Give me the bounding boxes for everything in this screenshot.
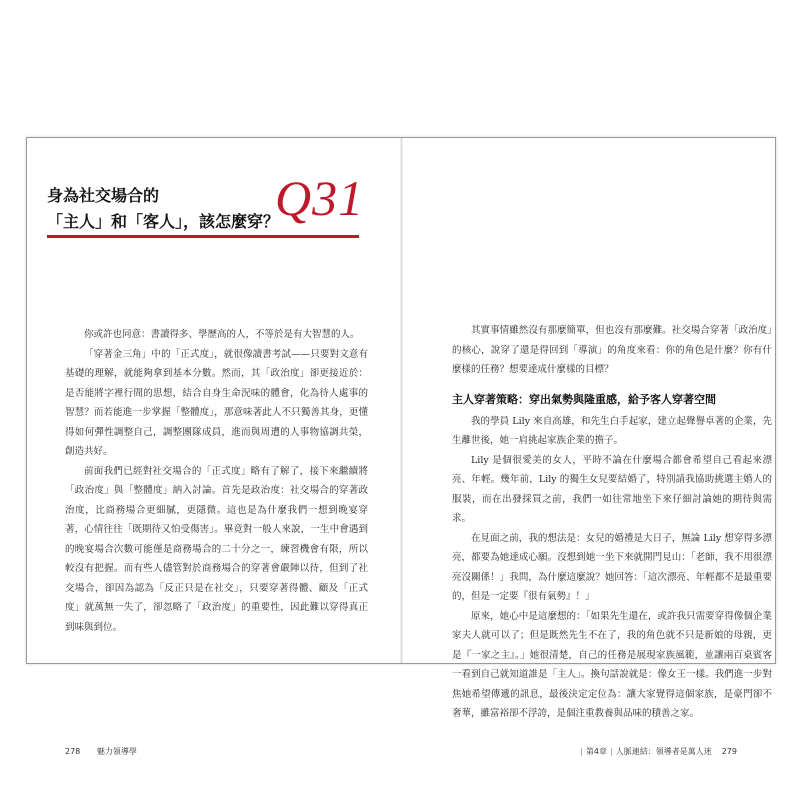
- left-page-footer: [65, 746, 151, 757]
- right-page-footer: | 第4章 | 人脈連結：領導者是萬人迷 279: [580, 747, 737, 756]
- left-page-number: 278: [65, 747, 81, 756]
- paragraph: 原來，她心中是這麼想的：「如果先生還在，或許我只需要穿得像個企業家夫人就可以了；但是既然先生不在了，我的角色就不只是新娘的母親，更是『一家之主』。」她很清楚，自己的任務是展現家族風範，並讓兩百桌賓客一看到自己就知道誰是「主人」。換句話說就是：像女王一樣。我們進一步對焦她希望傳遞的訊息，最後決定定位為：讓大家覺得這個家族，是豪門卻不奢華，雖富裕卻不浮誇，是個注重教養與品味的積善之家。: [452, 610, 772, 719]
- paragraph: Lily 是個很愛美的女人，平時不論在什麼場合都會希望自己看起來漂亮、年輕。幾年前，Lily 的獨生女兒要結婚了，特別請我協助挑選主婚人的服裝，而在出發採買之前，我們一如往常地坐下來仔細討論她的期待與需求。: [452, 454, 772, 524]
- question-number: Q31: [275, 170, 365, 226]
- left-page-body: [65, 325, 368, 637]
- paragraph: 前面我們已經對社交場合的「正式度」略有了解了，接下來繼續將「政治度」與「整體度」納入討論。首先是政治度：社交場合的穿著政治度，比商務場合更細膩，更隱微。這也是為什麼我們一想到晚宴穿著，心情往往「既期待又怕受傷害」。畢竟對一般人來說，一生中會遇到的晚宴場合次數可能僅是商務場合的二十分之一，練習機會有限，所以較沒有把握。而有些人儘管對於商務場合的穿著會嚴陣以待，但到了社交場合，卻因為認為「反正只是在社交」，只要穿著得體、顧及「正式度」就萬無一失了，卻忽略了「政治度」的重要性，因此難以穿得真正到味與到位。: [65, 465, 368, 633]
- title-line-2: 「主人」和「客人」，該怎麼穿？: [47, 212, 280, 231]
- book-spread: [26, 137, 776, 756]
- title-line-1: 身為社交場合的: [47, 186, 160, 205]
- book-title-footer: 魅力領導學: [96, 747, 137, 756]
- paragraph: 我的學員 Lily 來自高雄，和先生白手起家，建立起聲譽卓著的企業，先生離世後，她一肩挑起家族企業的擔子。: [452, 415, 772, 446]
- paragraph: 「穿著金三角」中的「正式度」，就很像讀書考試——只要對文意有基礎的理解，就能夠拿到基本分數。然而，其「政治度」卻更接近於：是否能將字裡行間的思想，結合自身生命況味的體會，化為待人處事的智慧？而若能進一步掌握「整體度」，那意味著此人不只獨善其身，更懂得如何彈性調整自己，調整團隊成員，進而與周遭的人事物協調共榮，創造共好。: [65, 348, 368, 457]
- section-heading: 主人穿著策略：穿出氣勢與隆重感，給予客人穿著空間: [452, 392, 716, 406]
- chapter-name: 人脈連結：領導者是萬人迷: [615, 747, 712, 756]
- right-page-body: [452, 321, 772, 724]
- chapter-label: 第4章: [585, 747, 608, 756]
- book-gutter: [400, 138, 403, 663]
- paragraph: 在見面之前，我的想法是：女兒的婚禮是大日子，無論 Lily 想穿得多漂亮，都要為她達成心願。沒想到她一坐下來就開門見山：「老師，我不用很漂亮沒關係！」我問，為什麼這麼說？她回答：「這次漂亮、年輕都不是最重要的，但是一定要『很有氣勢』！」: [452, 532, 772, 602]
- title-underline: [47, 235, 359, 238]
- right-page-number: 279: [721, 747, 737, 756]
- paragraph: 你或許也同意：書讀得多、學歷高的人，不等於是有大智慧的人。: [84, 329, 360, 340]
- paragraph: 其實事情雖然沒有那麼簡單，但也沒有那麼難。社交場合穿著「政治度」的核心，說穿了還是得回到「導演」的角度來看：你的角色是什麼？你有什麼樣的任務？想要達成什麼樣的目標？: [452, 325, 772, 375]
